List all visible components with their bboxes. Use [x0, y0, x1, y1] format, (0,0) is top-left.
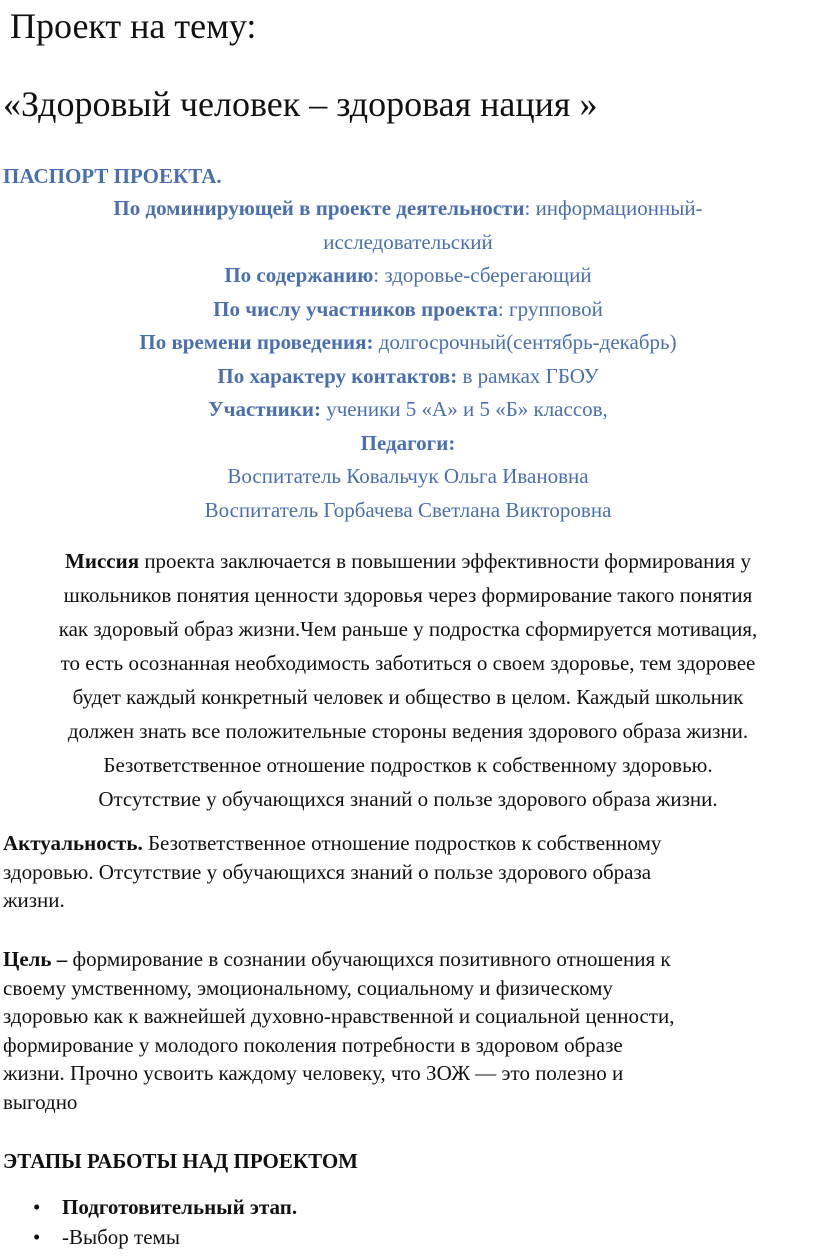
passport-row [0, 427, 816, 461]
relevance-line [3, 829, 793, 858]
goal-paragraph [3, 945, 793, 1116]
relevance-line: здоровью. Отсутствие у обучающихся знаний о пользе здорового образа [3, 859, 652, 884]
list-item [0, 1222, 297, 1252]
project-title-line-2: «Здоровый человек – здоровая нация » [3, 84, 598, 124]
relevance-line: жизни. [3, 888, 65, 912]
passport-row-label: Педагоги: [360, 430, 456, 455]
mission-line: как здоровый образ жизни.Чем раньше у подростка сформируется мотивация, [58, 617, 758, 641]
passport-row [0, 360, 816, 394]
passport-row-value: : здоровье-сберегающий [373, 263, 592, 287]
mission-lead: Миссия [65, 549, 140, 573]
relevance-text: Безответственное отношение подростков к собственному [142, 831, 662, 855]
passport-row-label: Участники: [208, 397, 321, 421]
passport-row-value: : групповой [497, 296, 603, 321]
passport-row-value: в рамках ГБОУ [457, 363, 599, 388]
mission-line: будет каждый конкретный человек и общество в целом. Каждый школьник [72, 685, 744, 709]
passport-row-label: По характеру контактов: [217, 363, 458, 388]
mission-text: проекта заключается в повышении эффективности формирования у [139, 549, 751, 573]
mission-line [0, 544, 816, 578]
project-title-line-1: Проект на тему: [10, 6, 257, 46]
goal-line [3, 945, 793, 974]
passport-row-label: По времени проведения: [139, 330, 374, 354]
passport-row-value: ученики 5 «А» и 5 «Б» классов, [320, 397, 608, 421]
passport-row-value: : информационный- [524, 196, 703, 220]
passport-row [0, 393, 816, 427]
mission-line: школьников понятия ценности здоровья через формирование такого понятия [63, 583, 753, 607]
passport-row [0, 460, 816, 494]
goal-text: формирование в сознании обучающихся позитивного отношения к [67, 947, 671, 971]
passport-row [0, 192, 816, 226]
goal-line: формирование у молодого поколения потребности в здоровом образе [3, 1032, 623, 1057]
passport-row [0, 326, 816, 360]
passport-row-label: По числу участников проекта [213, 296, 498, 321]
stages-heading: ЭТАПЫ РАБОТЫ НАД ПРОЕКТОМ [3, 1149, 359, 1173]
goal-line: здоровью как к важнейшей духовно-нравственной и социальной ценности, [3, 1004, 675, 1028]
bullet-icon: • [33, 1225, 41, 1249]
passport-row-value: исследовательский [323, 229, 493, 254]
passport-row-label: По содержанию [224, 263, 374, 287]
passport-row [0, 494, 816, 528]
passport-row-value: Воспитатель Ковальчук Ольга Ивановна [227, 464, 589, 488]
stage-item-text: Подготовительный этап. [62, 1195, 298, 1219]
goal-lead: Цель – [3, 947, 68, 971]
passport-row-value: долгосрочный(сентябрь-декабрь) [373, 330, 677, 354]
passport-row [0, 259, 816, 293]
stage-item-text: -Выбор темы [62, 1225, 180, 1249]
passport-row-label: По доминирующей в проекте деятельности [113, 196, 525, 220]
goal-line: жизни. Прочно усвоить каждому человеку, что ЗОЖ — это полезно и [3, 1061, 624, 1085]
passport-heading: ПАСПОРТ ПРОЕКТА. [3, 164, 222, 188]
relevance-paragraph [3, 829, 793, 915]
goal-line: своему умственному, эмоциональному, социальному и физическому [3, 975, 613, 1000]
passport-row [0, 226, 816, 260]
mission-line: то есть осознанная необходимость заботиться о своем здоровье, тем здоровее [60, 651, 756, 675]
list-item [0, 1192, 297, 1222]
stages-list [0, 1192, 297, 1252]
passport-row-value: Воспитатель Горбачева Светлана Викторовна [204, 497, 612, 522]
mission-paragraph [0, 544, 816, 816]
mission-line: Отсутствие у обучающихся знаний о пользе здорового образа жизни. [98, 787, 718, 811]
passport-section [0, 192, 816, 527]
bullet-icon: • [33, 1195, 41, 1219]
goal-line: выгодно [3, 1089, 78, 1114]
mission-line: Безответственное отношение подростков к собственному здоровью. [103, 753, 713, 777]
passport-row [0, 293, 816, 327]
mission-line: должен знать все положительные стороны ведения здорового образа жизни. [67, 719, 749, 743]
relevance-lead: Актуальность. [3, 831, 143, 855]
